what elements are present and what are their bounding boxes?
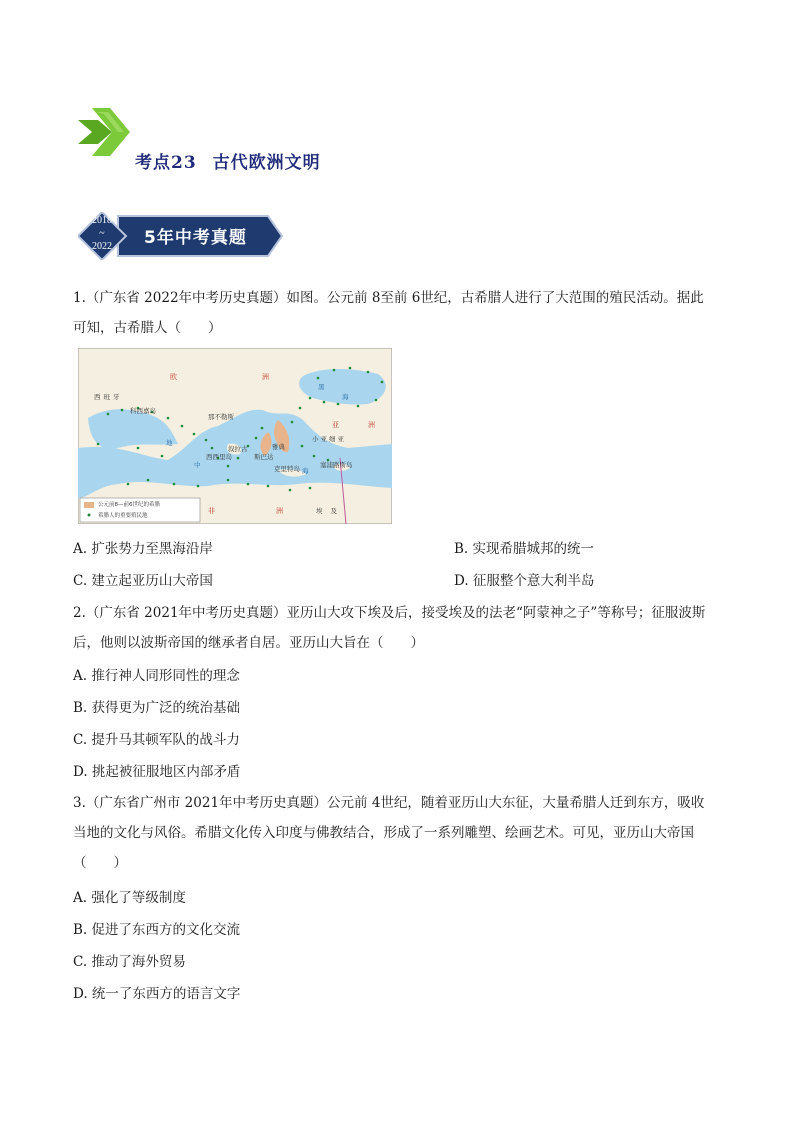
q3-option-d[interactable]: D. 统一了东西方的语言文字 <box>73 986 241 1002</box>
section-banner <box>78 212 284 260</box>
question-2-stem <box>73 598 723 658</box>
q3-option-c[interactable]: C. 推动了海外贸易 <box>73 954 186 970</box>
page-title <box>135 148 321 173</box>
question-2-line-1: 2.（广东省 2021年中考历史真题）亚历山大攻下埃及后，接受埃及的法老“阿蒙神之子”等称号；征服波斯 <box>73 605 706 621</box>
map-label-africa-1: 非 <box>208 507 223 515</box>
q2-option-a[interactable]: A. 推行神人同形同性的理念 <box>73 668 240 684</box>
map-label-mediterranean-1: 地 <box>166 439 173 447</box>
banner-year-end: 2022 <box>92 241 112 252</box>
q2-option-d[interactable]: D. 挑起被征服地区内部矛盾 <box>73 764 241 780</box>
map-label-europe-left: 欧 <box>170 373 185 381</box>
map-label-sparta: 斯巴达 <box>254 453 274 461</box>
map-label-cyprus: 塞浦路斯岛 <box>320 461 353 469</box>
question-3-line-2: 当地的文化与风俗。希腊文化传入印度与佛教结合，形成了一系列雕塑、绘画艺术。可见，亚历山大帝国 <box>73 825 694 841</box>
map-label-corsica: 科西嘉岛 <box>130 407 156 415</box>
banner-year-start: 2018 <box>92 215 112 226</box>
banner-text: 5年中考真题 <box>144 228 247 248</box>
map-label-asia-1: 亚 <box>332 421 347 429</box>
map-label-europe-right: 洲 <box>262 373 277 381</box>
map-label-crete: 克里特岛 <box>274 465 300 473</box>
map-label-africa-2: 洲 <box>276 507 291 515</box>
q2-option-c[interactable]: C. 提升马其顿军队的战斗力 <box>73 732 240 748</box>
map-legend-colony: 希腊人的重要殖民地 <box>98 513 148 519</box>
q3-option-b[interactable]: B. 促进了东西方的文化交流 <box>73 922 241 938</box>
question-3-stem <box>73 788 723 878</box>
topic-prefix: 考点23 <box>135 153 197 173</box>
question-1-line-2: 可知，古希腊人（ ） <box>73 320 222 336</box>
q1-option-d[interactable]: D. 征服整个意大利半岛 <box>454 573 595 589</box>
map-label-naples: 那不勒斯 <box>208 413 234 421</box>
map-label-athens: 雅典 <box>272 443 285 451</box>
topic-name: 古代欧洲文明 <box>212 153 321 173</box>
map-label-mediterranean-3: 海 <box>302 467 309 475</box>
map-label-syracuse: 叙拉古 <box>228 445 248 453</box>
map-label-black-sea-2: 海 <box>342 393 349 401</box>
map-label-sicily: 西西里岛 <box>206 453 232 461</box>
question-2-line-2: 后，他则以波斯帝国的继承者自居。亚历山大旨在（ ） <box>73 635 424 651</box>
map-label-spain: 西班牙 <box>94 393 123 401</box>
q1-option-a[interactable]: A. 扩张势力至黑海沿岸 <box>73 541 213 557</box>
banner-year-sep: ~ <box>99 228 105 239</box>
question-1-stem <box>73 283 723 343</box>
q2-option-b[interactable]: B. 获得更为广泛的统治基础 <box>73 700 241 716</box>
map-label-asia-minor: 小亚细亚 <box>312 435 346 443</box>
arrow-logo-icon <box>72 106 132 158</box>
question-3-line-3: （ ） <box>73 855 127 871</box>
mediterranean-colony-map <box>78 348 392 524</box>
q3-option-a[interactable]: A. 强化了等级制度 <box>73 890 186 906</box>
map-label-asia-2: 洲 <box>368 421 383 429</box>
q1-option-c[interactable]: C. 建立起亚历山大帝国 <box>73 573 213 589</box>
map-label-mediterranean-2: 中 <box>194 461 201 469</box>
q1-option-b[interactable]: B. 实现希腊城邦的统一 <box>454 541 595 557</box>
question-1-line-1: 1.（广东省 2022年中考历史真题）如图。公元前 8至前 6世纪，古希腊人进行了大范围的殖民活动。据此 <box>73 290 704 306</box>
question-3-line-1: 3.（广东省广州市 2021年中考历史真题）公元前 4世纪，随着亚历山大东征，大量希腊人迁到东方，吸收 <box>73 795 705 811</box>
map-legend-greece: 公元前8—前6世纪的希腊 <box>98 502 160 508</box>
map-label-egypt: 埃及 <box>316 507 345 515</box>
map-label-black-sea-1: 黑 <box>318 383 325 391</box>
